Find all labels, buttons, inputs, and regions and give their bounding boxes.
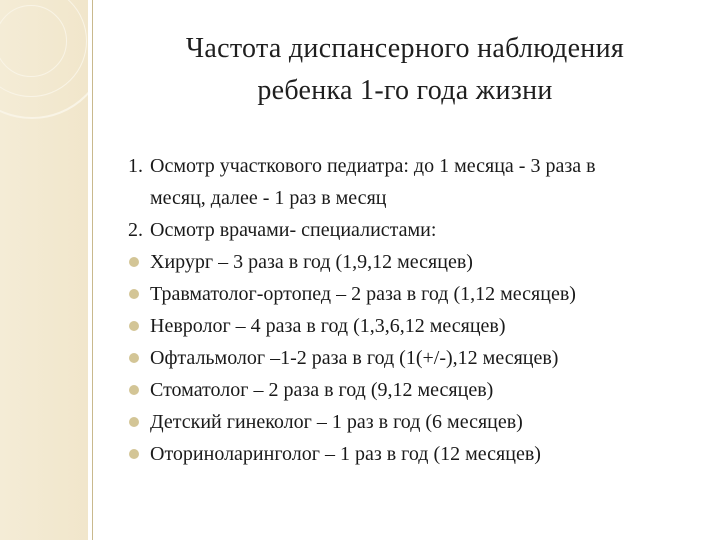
- list-item-bullet: [128, 246, 708, 278]
- list-item-numbered: [128, 150, 708, 182]
- item-text: Хирург – 3 раза в год (1,9,12 месяцев): [150, 251, 473, 273]
- item-text: Оториноларинголог – 1 раз в год (12 месяцев): [150, 443, 541, 465]
- bullet-dot-icon: [129, 417, 139, 427]
- item-text: месяц, далее - 1 раз в месяц: [150, 187, 387, 209]
- list-item-bullet: [128, 278, 708, 310]
- list-item-numbered: [128, 214, 708, 246]
- decorative-side-strip: [0, 0, 88, 540]
- bullet-dot-icon: [129, 385, 139, 395]
- item-number: 2.: [128, 219, 143, 241]
- item-text: Офтальмолог –1-2 раза в год (1(+/-),12 месяцев): [150, 347, 559, 369]
- slide-title-line-1: Частота диспансерного наблюдения: [185, 33, 625, 64]
- slide-content-list: [128, 150, 708, 470]
- slide-title-line-2: ребенка 1-го года жизни: [257, 75, 553, 106]
- bullet-dot-icon: [129, 289, 139, 299]
- item-text: Детский гинеколог – 1 раз в год (6 месяцев): [150, 411, 523, 433]
- item-text: Стоматолог – 2 раза в год (9,12 месяцев): [150, 379, 494, 401]
- bullet-dot-icon: [129, 449, 139, 459]
- side-divider-line: [92, 0, 93, 540]
- list-item-bullet: [128, 342, 708, 374]
- item-text: Осмотр участкового педиатра: до 1 месяца - 3 раза в: [150, 155, 596, 177]
- list-item-bullet: [128, 438, 708, 470]
- bullet-dot-icon: [129, 353, 139, 363]
- item-number: 1.: [128, 155, 143, 177]
- item-text: Невролог – 4 раза в год (1,3,6,12 месяцев): [150, 315, 506, 337]
- bullet-dot-icon: [129, 321, 139, 331]
- slide-title: [110, 28, 700, 112]
- list-item-bullet: [128, 406, 708, 438]
- list-item-bullet: [128, 374, 708, 406]
- item-text: Травматолог-ортопед – 2 раза в год (1,12 месяцев): [150, 283, 576, 305]
- bullet-dot-icon: [129, 257, 139, 267]
- item-text: Осмотр врачами- специалистами:: [150, 219, 437, 241]
- list-item-bullet: [128, 310, 708, 342]
- list-item-continuation: [128, 182, 708, 214]
